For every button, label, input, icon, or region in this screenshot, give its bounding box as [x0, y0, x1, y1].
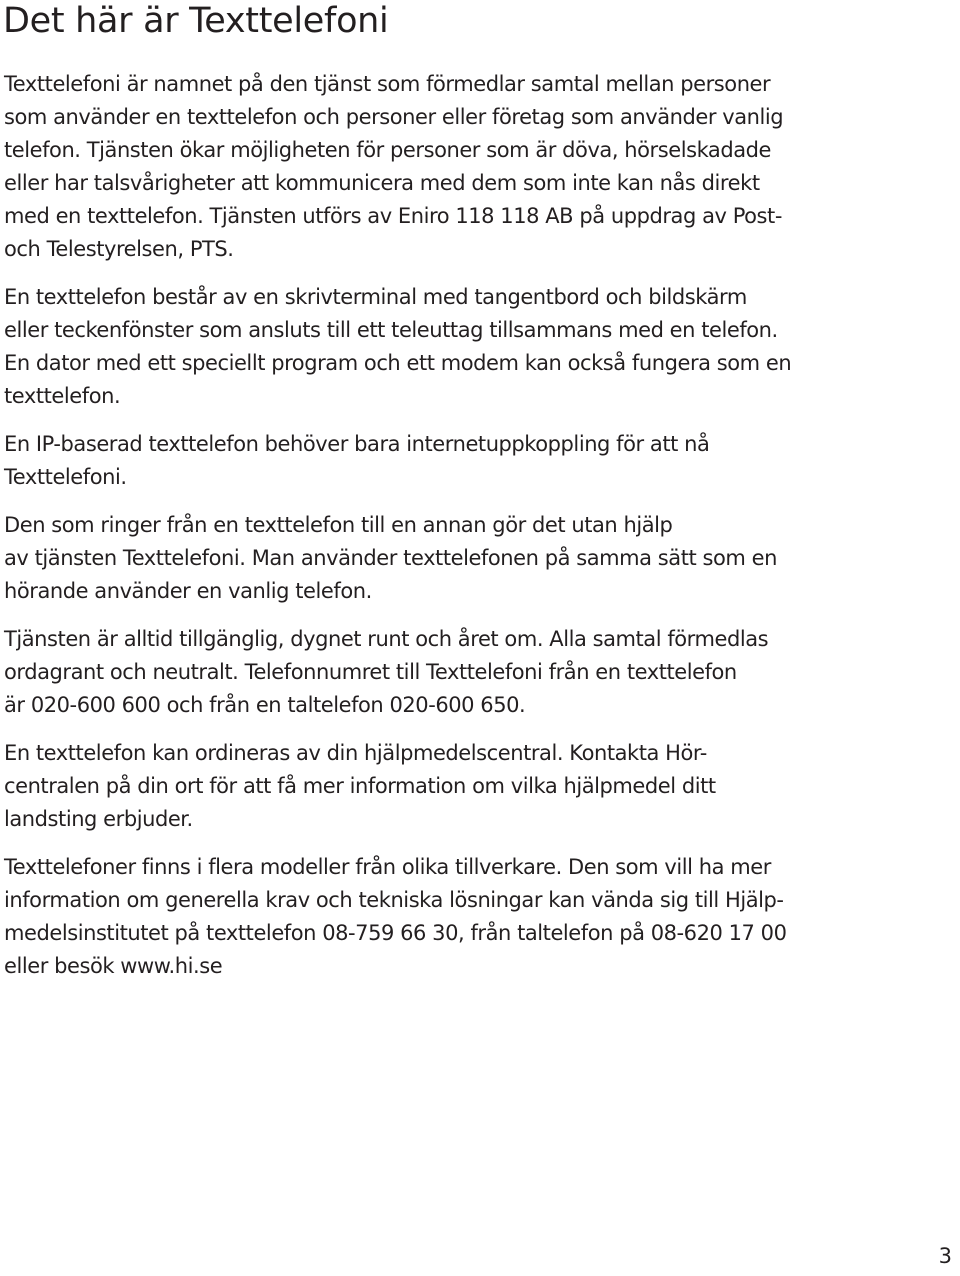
text-line: med en texttelefon. Tjänsten utförs av Eniro 118 118 AB på uppdrag av Post-: [4, 204, 782, 228]
text-line: hörande använder en vanlig telefon.: [4, 579, 372, 603]
page-number: 3: [938, 1244, 952, 1268]
paragraph-availability: [4, 623, 904, 722]
text-line: och Telestyrelsen, PTS.: [4, 237, 234, 261]
text-line: är 020-600 600 och från en taltelefon 020-600 650.: [4, 693, 526, 717]
text-line: En dator med ett speciellt program och ett modem kan också fungera som en: [4, 351, 792, 375]
paragraph-prescription: [4, 737, 904, 836]
text-line: Texttelefoni.: [4, 465, 127, 489]
text-line: Texttelefoni är namnet på den tjänst som förmedlar samtal mellan personer: [4, 72, 771, 96]
text-line: En IP-baserad texttelefon behöver bara internetuppkoppling för att nå: [4, 432, 710, 456]
paragraph-ip: [4, 428, 904, 494]
body-text: [4, 68, 904, 998]
text-line: En texttelefon består av en skrivterminal med tangentbord och bildskärm: [4, 285, 747, 309]
text-line: Tjänsten är alltid tillgänglig, dygnet runt och året om. Alla samtal förmedlas: [4, 627, 769, 651]
text-line: landsting erbjuder.: [4, 807, 193, 831]
text-line: information om generella krav och tekniska lösningar kan vända sig till Hjälp-: [4, 888, 784, 912]
text-line: som använder en texttelefon och personer eller företag som använder vanlig: [4, 105, 784, 129]
text-line: En texttelefon kan ordineras av din hjälpmedelscentral. Kontakta Hör-: [4, 741, 707, 765]
text-line: ordagrant och neutralt. Telefonnumret till Texttelefoni från en texttelefon: [4, 660, 737, 684]
paragraph-intro: [4, 68, 904, 266]
paragraph-device: [4, 281, 904, 413]
text-line: eller teckenfönster som ansluts till ett teleuttag tillsammans med en telefon.: [4, 318, 778, 342]
text-line: telefon. Tjänsten ökar möjligheten för personer som är döva, hörselskadade: [4, 138, 771, 162]
text-line: medelsinstitutet på texttelefon 08-759 66 30, från taltelefon på 08-620 17 00: [4, 921, 787, 945]
text-line: eller har talsvårigheter att kommunicera med dem som inte kan nås direkt: [4, 171, 760, 195]
text-line: Texttelefoner finns i flera modeller från olika tillverkare. Den som vill ha mer: [4, 855, 771, 879]
page-title: Det här är Texttelefoni: [3, 1, 389, 41]
text-line: eller besök www.hi.se: [4, 954, 223, 978]
text-line: av tjänsten Texttelefoni. Man använder texttelefonen på samma sätt som en: [4, 546, 777, 570]
text-line: centralen på din ort för att få mer information om vilka hjälpmedel ditt: [4, 774, 716, 798]
text-line: texttelefon.: [4, 384, 121, 408]
paragraph-direct-call: [4, 509, 904, 608]
text-line: Den som ringer från en texttelefon till en annan gör det utan hjälp: [4, 513, 673, 537]
paragraph-models: [4, 851, 904, 983]
